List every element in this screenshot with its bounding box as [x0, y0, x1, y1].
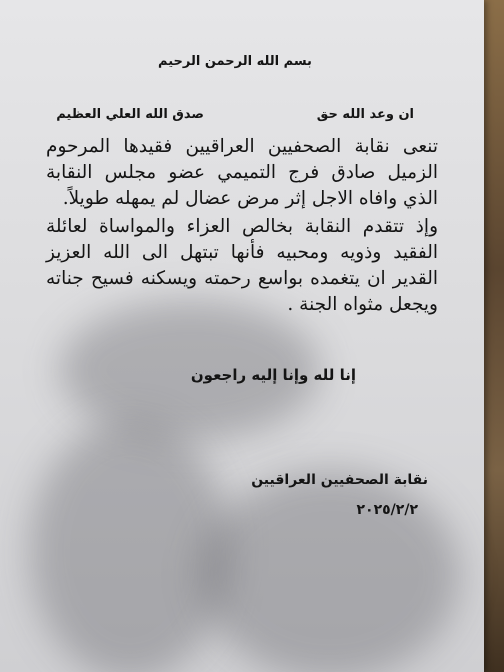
basmala-heading: بسم الله الرحمن الرحيم	[158, 54, 312, 69]
obituary-body	[46, 134, 438, 320]
istirja-phrase: إنا لله وإنا إليه راجعون	[190, 366, 356, 384]
table-edge	[484, 0, 504, 672]
paragraph-announcement: تنعى نقابة الصحفيين العراقيين فقيدها المرحوم الزميل صادق فرج التميمي عضو مجلس النقابة الذي وافاه الاجل إثر مرض عضال لم يمهله طويلاً.	[46, 136, 438, 209]
signer-name: نقابة الصحفيين العراقيين	[251, 472, 428, 488]
paragraph-condolence: وإذ تتقدم النقابة بخالص العزاء والمواساة لعائلة الفقيد وذويه ومحبيه فأنها تبتهل الى الله العزيز القدير ان يتغمده بواسع رحمته ويسكنه فسيح جناته ويجعل مثواه الجنة .	[46, 216, 438, 315]
document-date: ٢٠٢٥/٢/٢	[356, 502, 418, 518]
verse-part-1: ان وعد الله حق	[316, 107, 414, 122]
verse-part-2: صدق الله العلي العظيم	[56, 107, 204, 122]
